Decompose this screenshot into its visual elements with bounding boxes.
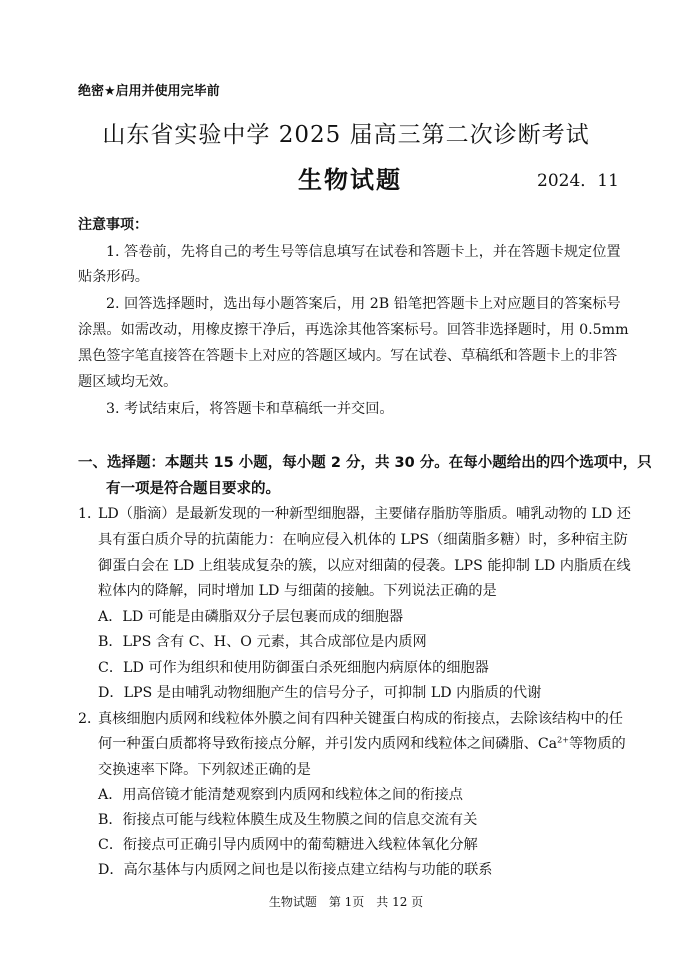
- question-2-option-c: C．衔接点可正确引导内质网中的葡萄糖进入线粒体氧化分解: [98, 837, 478, 853]
- notice-item-2-line-2: 涂黑。如需改动，用橡皮擦干净后，再选涂其他答案标号。回答非选择题时，用 0.5mm: [78, 322, 629, 338]
- question-1-stem-line: 粒体内的降解，同时增加 LD 与细菌的接触。下列说法正确的是: [98, 583, 497, 599]
- notice-heading: 注意事项：: [78, 217, 148, 233]
- page-footer: 生物试题 第 1页 共 12 页: [268, 895, 424, 909]
- question-1-option-b: B．LPS 含有 C、H、O 元素，其合成部位是内质网: [98, 634, 427, 650]
- subject-title: 生物试题: [298, 165, 402, 194]
- question-1-option-a: A．LD 可能是由磷脂双分子层包裹而成的细胞器: [98, 609, 404, 625]
- question-1-number: 1．: [78, 506, 102, 522]
- exam-date: 2024．11: [537, 171, 619, 191]
- question-2-stem-line: [98, 733, 626, 753]
- section-heading-cont: 有一项是符合题目要求的。: [106, 481, 280, 497]
- notice-item-1-line-1: 1. 答卷前，先将自己的考生号等信息填写在试卷和答题卡上，并在答题卡规定位置: [106, 244, 621, 260]
- question-1-stem-line: 具有蛋白质介导的抗菌能力：在响应侵入机体的 LPS（细菌脂多糖）时，多种宿主防: [98, 532, 628, 548]
- question-2-option-a: A．用高倍镜才能清楚观察到内质网和线粒体之间的衔接点: [98, 787, 463, 803]
- question-2-option-d: D．高尔基体与内质网之间也是以衔接点建立结构与功能的联系: [98, 862, 493, 878]
- notice-item-2-line-1: 2. 回答选择题时，选出每小题答案后，用 2B 铅笔把答题卡上对应题目的答案标号: [106, 296, 621, 312]
- question-2-stem-text: 何一种蛋白质都将导致衔接点分解，并引发内质网和线粒体之间磷脂、Ca: [98, 736, 558, 752]
- question-1-stem-line: LD（脂滴）是最新发现的一种新型细胞器，主要储存脂肪等脂质。哺乳动物的 LD 还: [98, 506, 631, 522]
- confidentiality-note: 绝密★启用并使用完毕前: [78, 84, 220, 99]
- question-2-stem-line: 交换速率下降。下列叙述正确的是: [98, 762, 311, 778]
- question-2-stem-line: 真核细胞内质网和线粒体外膜之间有四种关键蛋白构成的衔接点，去除该结构中的任: [98, 711, 623, 727]
- question-2-number: 2．: [78, 711, 102, 727]
- exam-title: 山东省实验中学 2025 届高三第二次诊断考试: [102, 122, 590, 148]
- notice-item-2-line-4: 题区域均无效。: [78, 374, 178, 390]
- question-2-stem-text-tail: 等物质的: [568, 736, 626, 752]
- notice-item-1-line-2: 贴条形码。: [78, 269, 149, 285]
- question-1-option-d: D．LPS 是由哺乳动物细胞产生的信号分子，可抑制 LD 内脂质的代谢: [98, 685, 542, 701]
- notice-item-3-line-1: 3. 考试结束后，将答题卡和草稿纸一并交回。: [106, 401, 394, 417]
- question-2-option-b: B．衔接点可能与线粒体膜生成及生物膜之间的信息交流有关: [98, 812, 478, 828]
- question-1-option-c: C．LD 可作为组织和使用防御蛋白杀死细胞内病原体的细胞器: [98, 660, 489, 676]
- notice-item-2-line-3: 黑色签字笔直接答在答题卡上对应的答题区域内。写在试卷、草稿纸和答题卡上的非答: [78, 348, 618, 364]
- section-heading: 一、选择题：本题共 15 小题，每小题 2 分，共 30 分。在每小题给出的四个选项中，只: [78, 455, 652, 471]
- question-1-stem-line: 御蛋白会在 LD 上组装成复杂的簇，以应对细菌的侵袭。LPS 能抑制 LD 内脂质在线: [98, 558, 631, 574]
- superscript: 2+: [557, 735, 569, 745]
